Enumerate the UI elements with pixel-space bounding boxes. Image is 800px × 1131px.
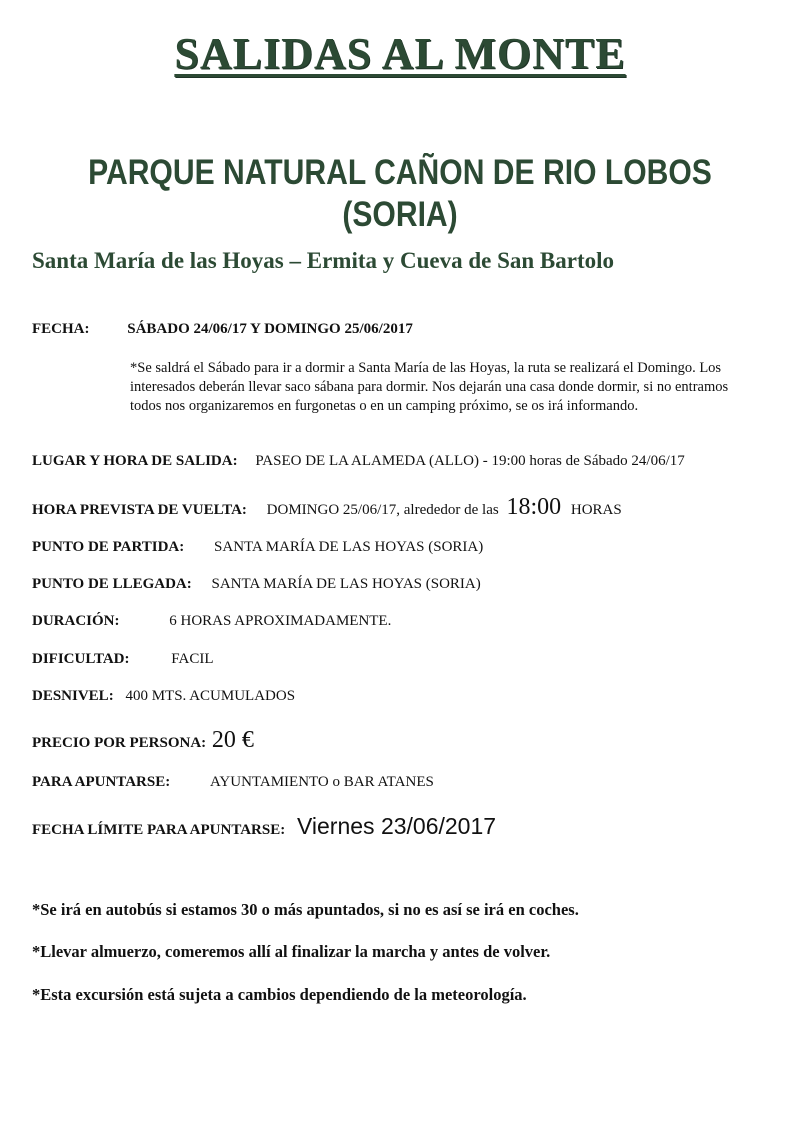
park-title-line1: PARQUE NATURAL CAÑON DE RIO LOBOS: [88, 153, 712, 192]
precio-value: 20 €: [211, 727, 254, 753]
apuntarse-label: PARA APUNTARSE:: [32, 774, 171, 790]
apuntarse-row: [32, 774, 434, 791]
salida-value: PASEO DE LA ALAMEDA (ALLO) - 19:00 horas de Sábado 24/06/17: [255, 453, 685, 469]
duracion-row: [32, 613, 391, 630]
note-lunch: *Llevar almuerzo, comeremos allí al finalizar la marcha y antes de volver.: [32, 942, 551, 961]
salida-label: LUGAR Y HORA DE SALIDA:: [32, 453, 238, 469]
route-subtitle: Santa María de las Hoyas – Ermita y Cueva de San Bartolo: [32, 248, 615, 273]
fecha-label: FECHA:: [32, 321, 90, 337]
vuelta-time: 18:00: [506, 494, 562, 520]
desnivel-value: 400 MTS. ACUMULADOS: [125, 688, 296, 704]
precio-label: PRECIO POR PERSONA:: [32, 735, 207, 751]
salida-row: [32, 453, 685, 470]
precio-row: [32, 727, 254, 754]
partida-value: SANTA MARÍA DE LAS HOYAS (SORIA): [214, 539, 484, 555]
dificultad-value: FACIL: [171, 651, 214, 667]
note-weather: *Esta excursión está sujeta a cambios dependiendo de la meteorología.: [32, 985, 527, 1004]
llegada-label: PUNTO DE LLEGADA:: [32, 576, 192, 592]
limite-value: Viernes 23/06/2017: [296, 813, 497, 839]
main-title: [0, 28, 800, 79]
llegada-value: SANTA MARÍA DE LAS HOYAS (SORIA): [211, 576, 481, 592]
park-title: [56, 152, 744, 236]
dificultad-row: [32, 651, 214, 668]
fecha-value: SÁBADO 24/06/17 Y DOMINGO 25/06/2017: [127, 321, 413, 337]
vuelta-label: HORA PREVISTA DE VUELTA:: [32, 502, 247, 518]
vuelta-row: [32, 494, 622, 521]
dificultad-label: DIFICULTAD:: [32, 651, 130, 667]
vuelta-hours: HORAS: [570, 502, 622, 518]
apuntarse-value: AYUNTAMIENTO o BAR ATANES: [209, 774, 434, 790]
limite-row: [32, 813, 496, 840]
partida-row: [32, 539, 483, 556]
fecha-row: [32, 321, 413, 338]
note-transport: *Se irá en autobús si estamos 30 o más apuntados, si no es así se irá en coches.: [32, 900, 579, 919]
llegada-row: [32, 576, 481, 593]
vuelta-value: DOMINGO 25/06/17, alrededor de las: [266, 502, 499, 518]
main-title-text: SALIDAS AL MONTE: [174, 29, 626, 78]
duracion-value: 6 HORAS APROXIMADAMENTE.: [169, 613, 392, 629]
park-title-line2: (SORIA): [342, 195, 458, 234]
duracion-label: DURACIÓN:: [32, 613, 120, 629]
desnivel-label: DESNIVEL:: [32, 688, 114, 704]
limite-label: FECHA LÍMITE PARA APUNTARSE:: [32, 822, 286, 838]
partida-label: PUNTO DE PARTIDA:: [32, 539, 185, 555]
desnivel-row: [32, 688, 295, 705]
fecha-note: *Se saldrá el Sábado para ir a dormir a Santa María de las Hoyas, la ruta se realizará el Domingo. Los interesados deberán llevar saco sábana para dormir. Nos dejarán una casa donde dormir, si no entramos todos nos organizaremos en furgonetas o en un camping próximo, se os irá informando.: [130, 360, 729, 414]
